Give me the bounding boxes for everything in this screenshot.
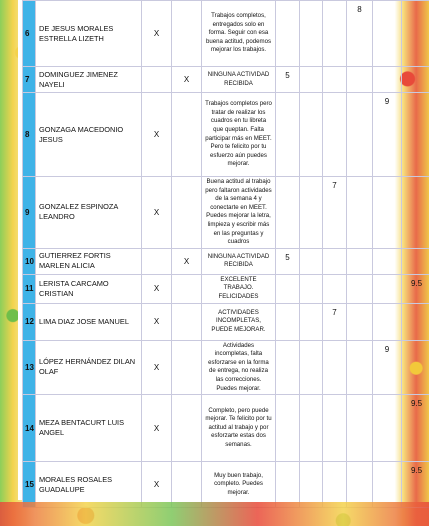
row-number: 7: [23, 67, 36, 93]
grade-cell: [276, 340, 300, 395]
grade-cell: [276, 395, 300, 462]
mark-cell: [172, 395, 202, 462]
observation-cell: Trabajos completos, entregados solo en forma. Seguir con esa buena actitud, podemos mejorar los trabajos.: [202, 1, 276, 67]
mark-cell: [172, 303, 202, 340]
grade-cell: [300, 462, 323, 508]
grade-cell: [347, 340, 373, 395]
observation-cell: Trabajos completos pero tratar de realizar los cuadros en tu libreta que queptan. Falta participar más en MEET. Pero te felicito por tu esfuerzo aún puedes mejorar.: [202, 93, 276, 177]
grade-cell: [373, 177, 402, 249]
grade-cell: [373, 1, 402, 67]
grade-cell: [323, 67, 347, 93]
grade-cell: [402, 248, 429, 274]
grade-cell: 9.5: [402, 462, 429, 508]
student-name: GUTIERREZ FORTIS MARLEN ALICIA: [36, 248, 142, 274]
grade-cell: [323, 462, 347, 508]
row-number: 8: [23, 93, 36, 177]
observation-cell: Actividades incompletas, falta esforzarse en la forma de entrega, no realiza las correcciones. Puedes mejorar.: [202, 340, 276, 395]
observation-cell: ACTIVIDADES INCOMPLETAS, PUEDE MEJORAR.: [202, 303, 276, 340]
mark-cell: X: [142, 395, 172, 462]
grade-cell: [402, 340, 429, 395]
grade-cell: [373, 274, 402, 303]
grade-cell: [373, 395, 402, 462]
student-name: DOMINGUEZ JIMENEZ NAYELI: [36, 67, 142, 93]
grade-cell: [323, 248, 347, 274]
grade-cell: [300, 248, 323, 274]
table-row: [23, 274, 429, 303]
observation-cell: Buena actitud al trabajo pero faltaron actividades de la semana 4 y conectarte en MEET. Puedes mejorar la letra, limpieza y escribir más en las preguntas y cuadros: [202, 177, 276, 249]
mark-cell: X: [172, 248, 202, 274]
grade-cell: 9.5: [402, 395, 429, 462]
grade-cell: [373, 462, 402, 508]
observation-cell: NINGUNA ACTIVIDAD RECIBIDA: [202, 67, 276, 93]
grade-cell: 9.5: [402, 274, 429, 303]
mark-cell: [172, 462, 202, 508]
grades-table: [22, 0, 429, 508]
observation-cell: NINGUNA ACTIVIDAD RECIBIDA: [202, 248, 276, 274]
row-number: 12: [23, 303, 36, 340]
grade-cell: 5: [276, 67, 300, 93]
grade-cell: [276, 303, 300, 340]
decorative-border: [0, 502, 429, 526]
student-name: LERISTA CARCAMO CRISTIAN: [36, 274, 142, 303]
student-name: MEZA BENTACURT LUIS ANGEL: [36, 395, 142, 462]
row-number: 11: [23, 274, 36, 303]
mark-cell: [172, 177, 202, 249]
grade-cell: [347, 395, 373, 462]
grade-cell: [323, 93, 347, 177]
table-row: [23, 93, 429, 177]
grade-cell: [373, 248, 402, 274]
grade-cell: [347, 303, 373, 340]
row-number: 13: [23, 340, 36, 395]
grade-cell: [402, 177, 429, 249]
grade-cell: [402, 93, 429, 177]
table-row: [23, 1, 429, 67]
grade-cell: 8: [347, 1, 373, 67]
grade-cell: [402, 67, 429, 93]
table-row: [23, 303, 429, 340]
grade-cell: [347, 462, 373, 508]
grade-cell: [300, 177, 323, 249]
grade-cell: [347, 248, 373, 274]
grade-cell: [276, 93, 300, 177]
grade-cell: 7: [323, 177, 347, 249]
grade-cell: [347, 177, 373, 249]
observation-cell: Completo, pero puede mejorar. Te felicito por tu actitud al trabajo y por esforzarte estas dos semanas.: [202, 395, 276, 462]
grade-cell: [300, 340, 323, 395]
mark-cell: X: [142, 93, 172, 177]
mark-cell: X: [172, 67, 202, 93]
grade-cell: [276, 274, 300, 303]
mark-cell: [142, 248, 172, 274]
grade-cell: 9: [373, 340, 402, 395]
mark-cell: [172, 1, 202, 67]
student-name: MORALES ROSALES GUADALUPE: [36, 462, 142, 508]
grade-cell: [300, 274, 323, 303]
table-row: [23, 248, 429, 274]
grade-cell: [300, 395, 323, 462]
grade-cell: [347, 93, 373, 177]
mark-cell: [172, 274, 202, 303]
student-name: LÓPEZ HERNÁNDEZ DILAN OLAF: [36, 340, 142, 395]
observation-cell: EXCELENTE TRABAJO. FELICIDADES: [202, 274, 276, 303]
mark-cell: X: [142, 177, 172, 249]
student-name: LIMA DIAZ JOSE MANUEL: [36, 303, 142, 340]
grade-cell: [402, 1, 429, 67]
mark-cell: [172, 340, 202, 395]
student-name: DE JESUS MORALES ESTRELLA LIZETH: [36, 1, 142, 67]
mark-cell: X: [142, 462, 172, 508]
student-name: GONZAGA MACEDONIO JESUS: [36, 93, 142, 177]
grade-cell: [276, 462, 300, 508]
grade-cell: [300, 67, 323, 93]
table-row: [23, 177, 429, 249]
grade-cell: [300, 93, 323, 177]
grade-cell: [300, 1, 323, 67]
row-number: 9: [23, 177, 36, 249]
table-row: [23, 67, 429, 93]
grade-cell: [276, 1, 300, 67]
observation-cell: Muy buen trabajo, completo. Puedes mejorar.: [202, 462, 276, 508]
grade-cell: [347, 67, 373, 93]
mark-cell: [172, 93, 202, 177]
mark-cell: [142, 67, 172, 93]
grade-cell: [402, 303, 429, 340]
mark-cell: X: [142, 274, 172, 303]
grade-cell: [276, 177, 300, 249]
grade-cell: 5: [276, 248, 300, 274]
grade-cell: [373, 67, 402, 93]
grade-cell: [323, 274, 347, 303]
table-row: [23, 395, 429, 462]
row-number: 10: [23, 248, 36, 274]
grade-cell: 7: [323, 303, 347, 340]
grade-cell: [323, 340, 347, 395]
row-number: 14: [23, 395, 36, 462]
row-number: 6: [23, 1, 36, 67]
grade-cell: [347, 274, 373, 303]
grade-cell: [300, 303, 323, 340]
grade-cell: 9: [373, 93, 402, 177]
grade-cell: [323, 1, 347, 67]
student-name: GONZALEZ ESPINOZA LEANDRO: [36, 177, 142, 249]
table-row: [23, 340, 429, 395]
grade-cell: [373, 303, 402, 340]
mark-cell: X: [142, 340, 172, 395]
mark-cell: X: [142, 1, 172, 67]
row-number: 15: [23, 462, 36, 508]
mark-cell: X: [142, 303, 172, 340]
table-row: [23, 462, 429, 508]
grade-cell: [323, 395, 347, 462]
